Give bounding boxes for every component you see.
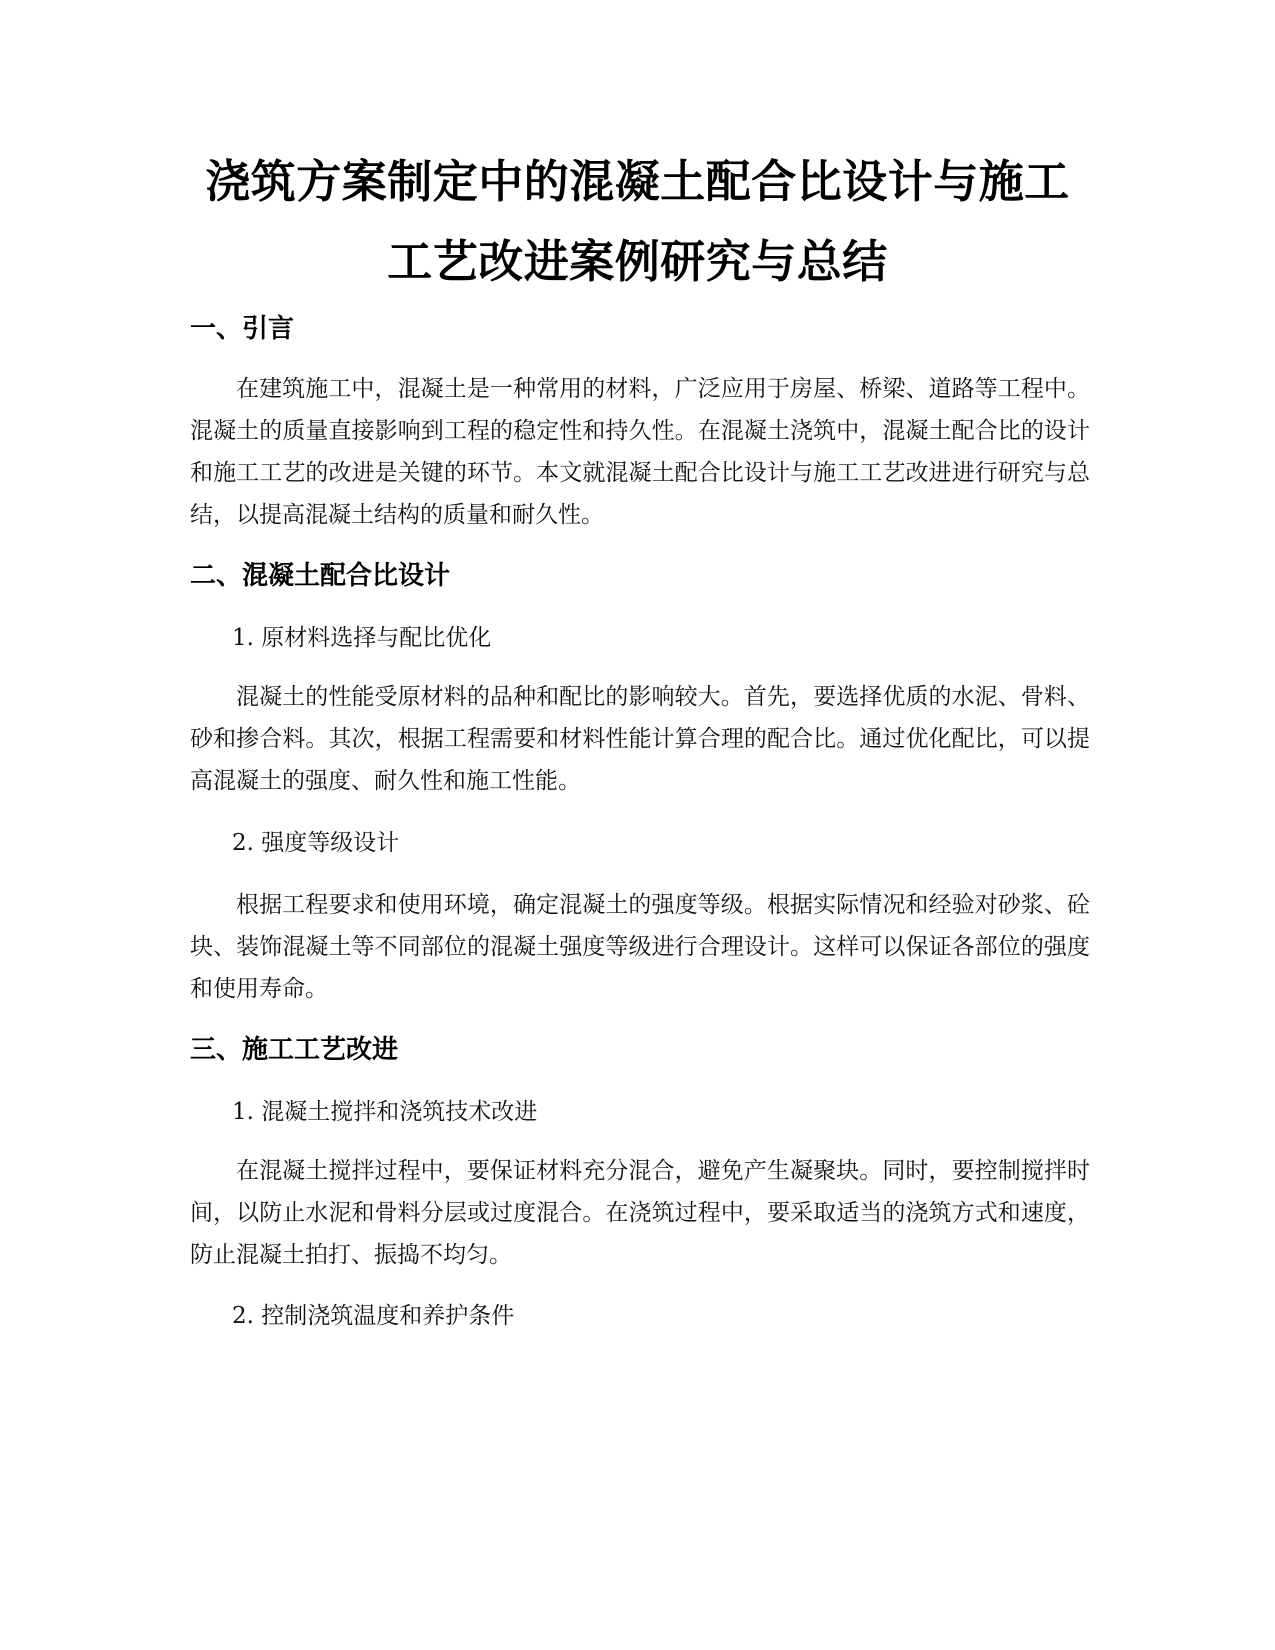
title-line-2: 工艺改进案例研究与总结	[387, 235, 888, 288]
paragraph-mixing-pouring: 在混凝土搅拌过程中，要保证材料充分混合，避免产生凝聚块。同时，要控制搅拌时间，以防止水泥和骨料分层或过度混合。在浇筑过程中，要采取适当的浇筑方式和速度，防止混凝土拍打、振捣不均匀。	[190, 1158, 1090, 1268]
section-heading-process-improvement: 三、施工工艺改进	[190, 1035, 399, 1065]
title-line-1: 浇筑方案制定中的混凝土配合比设计与施工	[205, 155, 1070, 208]
section-heading-introduction: 一、引言	[190, 314, 295, 344]
subheading-raw-materials: 1. 原材料选择与配比优化	[232, 625, 492, 651]
paragraph-raw-materials: 混凝土的性能受原材料的品种和配比的影响较大。首先，要选择优质的水泥、骨料、砂和掺合料。其次，根据工程需要和材料性能计算合理的配合比。通过优化配比，可以提高混凝土的强度、耐久性和施工性能。	[190, 684, 1090, 794]
section-heading-mix-design: 二、混凝土配合比设计	[190, 561, 451, 591]
document-title	[160, 142, 1115, 302]
subheading-mixing-pouring: 1. 混凝土搅拌和浇筑技术改进	[232, 1099, 538, 1125]
subheading-strength-grade: 2. 强度等级设计	[232, 830, 400, 856]
subheading-temperature-curing: 2. 控制浇筑温度和养护条件	[232, 1303, 515, 1329]
paragraph-strength-grade: 根据工程要求和使用环境，确定混凝土的强度等级。根据实际情况和经验对砂浆、砼块、装饰混凝土等不同部位的混凝土强度等级进行合理设计。这样可以保证各部位的强度和使用寿命。	[190, 892, 1090, 1002]
paragraph-introduction: 在建筑施工中，混凝土是一种常用的材料，广泛应用于房屋、桥梁、道路等工程中。混凝土的质量直接影响到工程的稳定性和持久性。在混凝土浇筑中，混凝土配合比的设计和施工工艺的改进是关键的环节。本文就混凝土配合比设计与施工工艺改进进行研究与总结，以提高混凝土结构的质量和耐久性。	[190, 376, 1090, 528]
